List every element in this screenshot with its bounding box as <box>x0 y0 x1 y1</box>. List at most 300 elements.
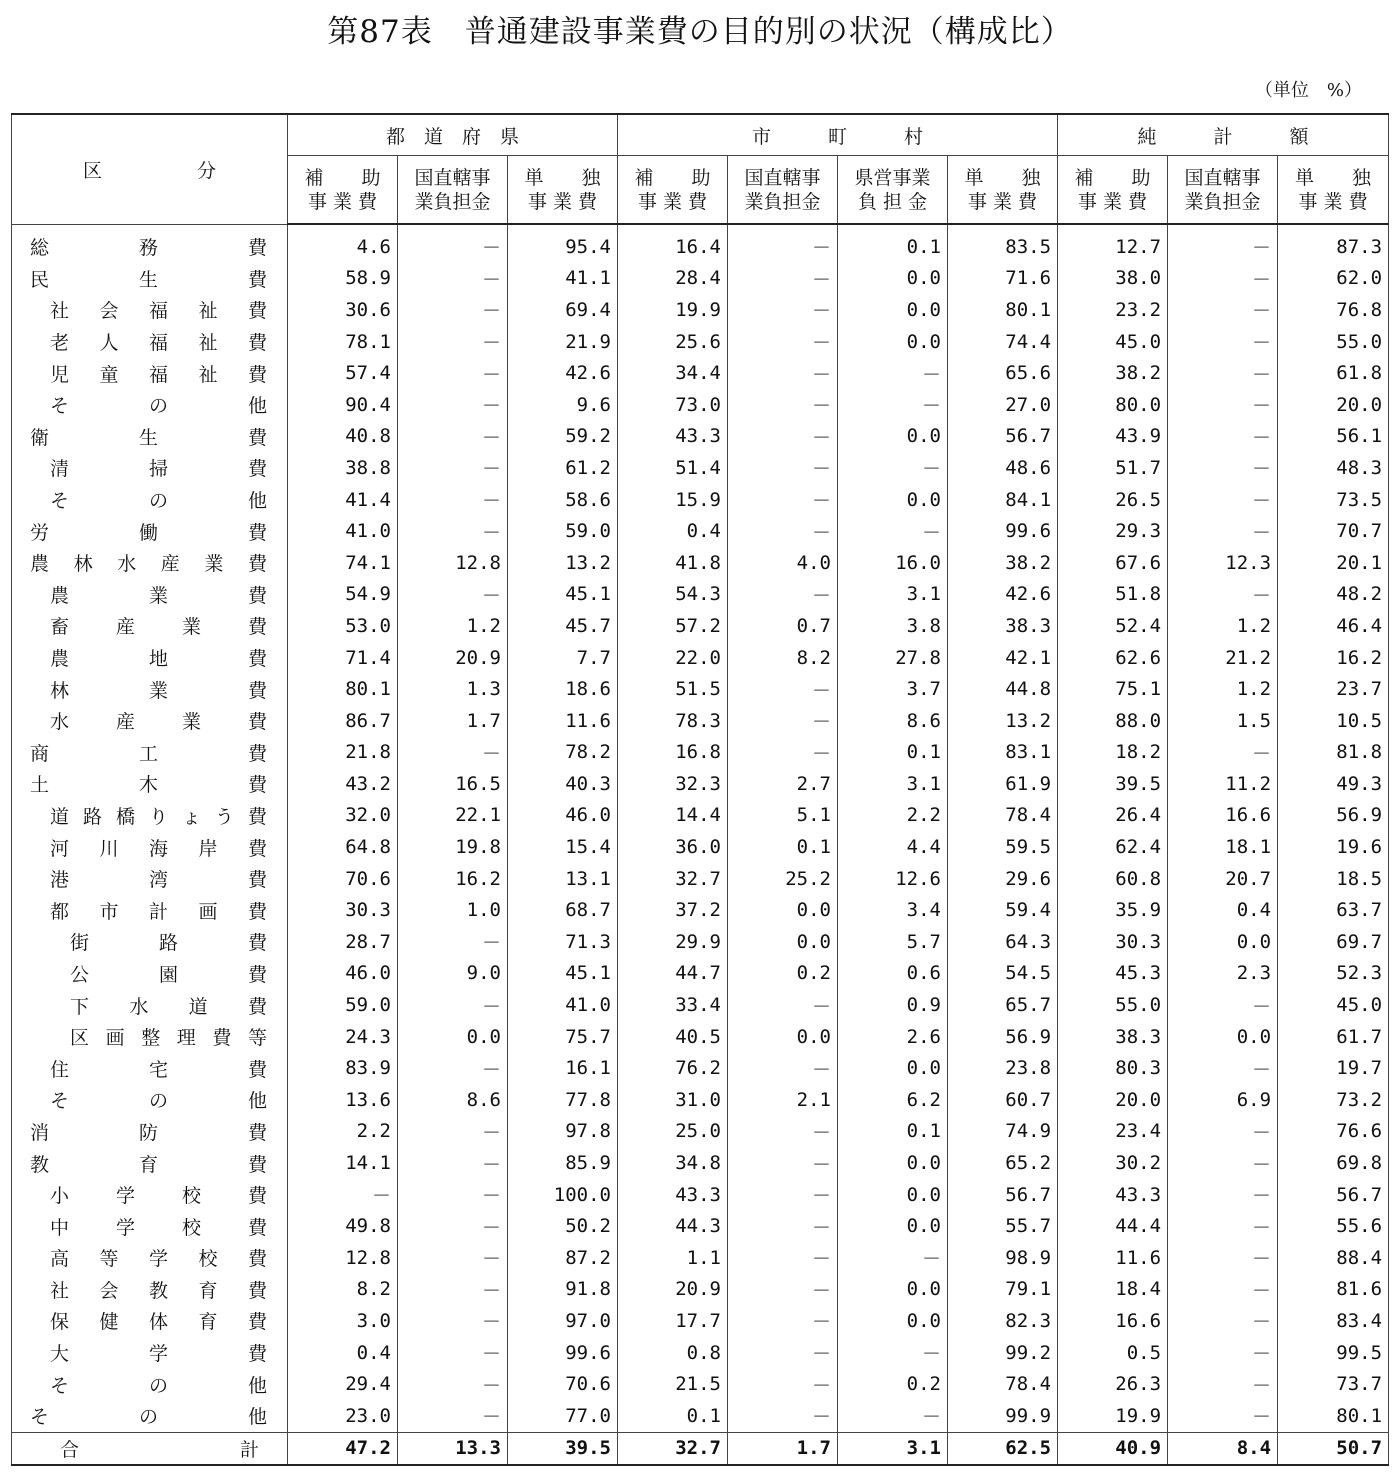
value-cell: 77.8 <box>508 1084 618 1116</box>
value-cell: 55.6 <box>1278 1210 1389 1242</box>
value-cell: 8.2 <box>728 642 838 674</box>
value-cell: 46.0 <box>508 800 618 832</box>
value-cell: 14.4 <box>618 800 728 832</box>
value-cell: － <box>728 1179 838 1211</box>
value-cell: 85.9 <box>508 1147 618 1179</box>
value-cell: 64.8 <box>288 831 398 863</box>
value-cell: － <box>728 452 838 484</box>
value-cell: 18.1 <box>1168 831 1278 863</box>
table-row <box>12 1274 1389 1306</box>
value-cell: 52.3 <box>1278 958 1389 990</box>
value-cell: 99.5 <box>1278 1337 1389 1369</box>
row-label: 小 学 校 費 <box>50 1185 267 1208</box>
value-cell: 38.3 <box>1058 1021 1168 1053</box>
value-cell: 83.9 <box>288 1052 398 1084</box>
value-cell: 0.5 <box>1058 1337 1168 1369</box>
value-cell: 43.3 <box>618 1179 728 1211</box>
value-cell: 20.7 <box>1168 863 1278 895</box>
value-cell: － <box>1168 1179 1278 1211</box>
table-row <box>12 1052 1389 1084</box>
table-row <box>12 673 1389 705</box>
value-cell: 18.2 <box>1058 737 1168 769</box>
value-cell: 1.7 <box>398 705 508 737</box>
value-cell: 3.1 <box>838 768 948 800</box>
value-cell: 45.0 <box>1278 989 1389 1021</box>
value-cell: 1.2 <box>1168 673 1278 705</box>
value-cell: 27.0 <box>948 389 1058 421</box>
value-cell: 26.5 <box>1058 484 1168 516</box>
value-cell: － <box>728 357 838 389</box>
value-cell: － <box>1168 1337 1278 1369</box>
value-cell: 0.0 <box>838 1274 948 1306</box>
value-cell: － <box>728 1305 838 1337</box>
table-row <box>12 389 1389 421</box>
value-cell: 24.3 <box>288 1021 398 1053</box>
value-cell: 0.6 <box>838 958 948 990</box>
value-cell: 40.5 <box>618 1021 728 1053</box>
value-cell: 73.0 <box>618 389 728 421</box>
value-cell: 50.7 <box>1278 1432 1389 1465</box>
value-cell: 63.7 <box>1278 894 1389 926</box>
table-row <box>12 610 1389 642</box>
value-cell: 61.2 <box>508 452 618 484</box>
value-cell: 59.0 <box>508 515 618 547</box>
value-cell: － <box>728 737 838 769</box>
row-label: 土 木 費 <box>30 774 267 797</box>
value-cell: 0.0 <box>838 1210 948 1242</box>
value-cell: － <box>728 989 838 1021</box>
value-cell: 13.2 <box>948 705 1058 737</box>
value-cell: 0.1 <box>838 1116 948 1148</box>
table-row <box>12 1084 1389 1116</box>
value-cell: 43.3 <box>618 421 728 453</box>
value-cell: － <box>728 1400 838 1432</box>
value-cell: 69.8 <box>1278 1147 1389 1179</box>
value-cell: 29.9 <box>618 926 728 958</box>
row-label: そ の 他 <box>30 1406 267 1429</box>
table-row <box>12 224 1389 263</box>
value-cell: 76.2 <box>618 1052 728 1084</box>
value-cell: 99.6 <box>508 1337 618 1369</box>
value-cell: 16.6 <box>1058 1305 1168 1337</box>
value-cell: 0.0 <box>1168 1021 1278 1053</box>
value-cell: 26.3 <box>1058 1368 1168 1400</box>
value-cell: － <box>398 1052 508 1084</box>
value-cell: 38.2 <box>1058 357 1168 389</box>
value-cell: 2.1 <box>728 1084 838 1116</box>
value-cell: 70.7 <box>1278 515 1389 547</box>
row-label: 教 育 費 <box>30 1153 267 1176</box>
value-cell: － <box>728 389 838 421</box>
value-cell: 50.2 <box>508 1210 618 1242</box>
value-cell: － <box>398 389 508 421</box>
value-cell: 35.9 <box>1058 894 1168 926</box>
value-cell: 64.3 <box>948 926 1058 958</box>
value-cell: － <box>398 1147 508 1179</box>
value-cell: － <box>398 579 508 611</box>
row-label: 林 業 費 <box>50 679 267 702</box>
col-header: 補 助 事 業 費 <box>288 156 398 225</box>
value-cell: 81.8 <box>1278 737 1389 769</box>
value-cell: 32.3 <box>618 768 728 800</box>
value-cell: 0.0 <box>728 894 838 926</box>
value-cell: 16.2 <box>398 863 508 895</box>
col-header: 国直轄事 業負担金 <box>398 156 508 225</box>
value-cell: 30.2 <box>1058 1147 1168 1179</box>
construction-cost-table <box>11 113 1389 1466</box>
row-label: 労 働 費 <box>30 521 267 544</box>
value-cell: － <box>728 224 838 263</box>
value-cell: 40.3 <box>508 768 618 800</box>
value-cell: － <box>398 452 508 484</box>
value-cell: 0.2 <box>838 1368 948 1400</box>
value-cell: 0.0 <box>838 1179 948 1211</box>
value-cell: 16.5 <box>398 768 508 800</box>
value-cell: 78.2 <box>508 737 618 769</box>
value-cell: 20.0 <box>1058 1084 1168 1116</box>
value-cell: 0.4 <box>288 1337 398 1369</box>
value-cell: 97.0 <box>508 1305 618 1337</box>
row-label: 水 産 業 費 <box>50 711 267 734</box>
row-label: 合 計 <box>12 1432 288 1465</box>
value-cell: 40.9 <box>1058 1432 1168 1465</box>
value-cell: － <box>398 1368 508 1400</box>
value-cell: 61.8 <box>1278 357 1389 389</box>
value-cell: 3.7 <box>838 673 948 705</box>
value-cell: 88.4 <box>1278 1242 1389 1274</box>
value-cell: 6.9 <box>1168 1084 1278 1116</box>
value-cell: 86.7 <box>288 705 398 737</box>
table-row <box>12 294 1389 326</box>
value-cell: 16.1 <box>508 1052 618 1084</box>
row-label: 清 掃 費 <box>50 458 267 481</box>
value-cell: 45.1 <box>508 579 618 611</box>
value-cell: － <box>1168 389 1278 421</box>
table-row <box>12 1210 1389 1242</box>
value-cell: 9.6 <box>508 389 618 421</box>
value-cell: － <box>728 1274 838 1306</box>
value-cell: 78.4 <box>948 800 1058 832</box>
value-cell: 44.4 <box>1058 1210 1168 1242</box>
row-label: 商 工 費 <box>30 742 267 765</box>
value-cell: 44.3 <box>618 1210 728 1242</box>
table-row <box>12 1368 1389 1400</box>
table-row <box>12 989 1389 1021</box>
value-cell: 46.4 <box>1278 610 1389 642</box>
value-cell: 13.3 <box>398 1432 508 1465</box>
value-cell: － <box>1168 579 1278 611</box>
row-label: 公 園 費 <box>70 963 267 986</box>
value-cell: 3.4 <box>838 894 948 926</box>
value-cell: 8.2 <box>288 1274 398 1306</box>
value-cell: － <box>1168 421 1278 453</box>
value-cell: － <box>728 673 838 705</box>
value-cell: 16.0 <box>838 547 948 579</box>
value-cell: 100.0 <box>508 1179 618 1211</box>
value-cell: 80.1 <box>1278 1400 1389 1432</box>
value-cell: 0.0 <box>838 484 948 516</box>
value-cell: 38.8 <box>288 452 398 484</box>
value-cell: － <box>1168 263 1278 295</box>
value-cell: － <box>398 263 508 295</box>
value-cell: － <box>1168 357 1278 389</box>
value-cell: 42.6 <box>508 357 618 389</box>
value-cell: 0.0 <box>838 1052 948 1084</box>
value-cell: 44.7 <box>618 958 728 990</box>
value-cell: 81.6 <box>1278 1274 1389 1306</box>
value-cell: 43.3 <box>1058 1179 1168 1211</box>
value-cell: 52.4 <box>1058 610 1168 642</box>
value-cell: 75.1 <box>1058 673 1168 705</box>
value-cell: 23.0 <box>288 1400 398 1432</box>
value-cell: 20.1 <box>1278 547 1389 579</box>
value-cell: 30.3 <box>288 894 398 926</box>
value-cell: 54.5 <box>948 958 1058 990</box>
value-cell: 51.7 <box>1058 452 1168 484</box>
value-cell: 3.1 <box>838 1432 948 1465</box>
value-cell: 82.3 <box>948 1305 1058 1337</box>
value-cell: 62.4 <box>1058 831 1168 863</box>
table-row <box>12 1147 1389 1179</box>
value-cell: 95.4 <box>508 224 618 263</box>
value-cell: 0.0 <box>838 421 948 453</box>
value-cell: － <box>1168 1116 1278 1148</box>
value-cell: － <box>838 1242 948 1274</box>
value-cell: 11.6 <box>508 705 618 737</box>
value-cell: 41.0 <box>508 989 618 1021</box>
value-cell: 2.2 <box>838 800 948 832</box>
value-cell: 90.4 <box>288 389 398 421</box>
value-cell: 19.9 <box>1058 1400 1168 1432</box>
value-cell: 12.7 <box>1058 224 1168 263</box>
value-cell: － <box>1168 1400 1278 1432</box>
value-cell: 30.3 <box>1058 926 1168 958</box>
value-cell: 32.7 <box>618 1432 728 1465</box>
value-cell: 0.2 <box>728 958 838 990</box>
value-cell: － <box>398 1179 508 1211</box>
value-cell: 41.0 <box>288 515 398 547</box>
value-cell: 1.1 <box>618 1242 728 1274</box>
value-cell: 8.4 <box>1168 1432 1278 1465</box>
value-cell: － <box>1168 1052 1278 1084</box>
value-cell: 17.7 <box>618 1305 728 1337</box>
row-label: 農 林 水 産 業 費 <box>30 553 267 576</box>
value-cell: 69.7 <box>1278 926 1389 958</box>
value-cell: 0.1 <box>618 1400 728 1432</box>
value-cell: 16.2 <box>1278 642 1389 674</box>
value-cell: 16.6 <box>1168 800 1278 832</box>
table-row <box>12 642 1389 674</box>
value-cell: 59.2 <box>508 421 618 453</box>
value-cell: 22.0 <box>618 642 728 674</box>
value-cell: 71.4 <box>288 642 398 674</box>
value-cell: 37.2 <box>618 894 728 926</box>
value-cell: 0.1 <box>838 224 948 263</box>
table-row <box>12 263 1389 295</box>
value-cell: 45.1 <box>508 958 618 990</box>
value-cell: 41.4 <box>288 484 398 516</box>
value-cell: － <box>728 1052 838 1084</box>
value-cell: 15.4 <box>508 831 618 863</box>
value-cell: 0.9 <box>838 989 948 1021</box>
value-cell: 4.6 <box>288 224 398 263</box>
value-cell: 31.0 <box>618 1084 728 1116</box>
value-cell: 8.6 <box>398 1084 508 1116</box>
value-cell: 73.5 <box>1278 484 1389 516</box>
value-cell: 83.4 <box>1278 1305 1389 1337</box>
value-cell: － <box>398 1116 508 1148</box>
value-cell: 51.4 <box>618 452 728 484</box>
row-label: 農 地 費 <box>50 648 267 671</box>
kubun-header: 区 分 <box>12 114 288 224</box>
value-cell: 49.3 <box>1278 768 1389 800</box>
row-label: そ の 他 <box>50 395 267 418</box>
table-row <box>12 831 1389 863</box>
value-cell: 38.2 <box>948 547 1058 579</box>
value-cell: 57.4 <box>288 357 398 389</box>
value-cell: 0.4 <box>618 515 728 547</box>
value-cell: 56.7 <box>948 421 1058 453</box>
table-row <box>12 768 1389 800</box>
table-row <box>12 1242 1389 1274</box>
value-cell: 1.7 <box>728 1432 838 1465</box>
value-cell: 1.5 <box>1168 705 1278 737</box>
col-header: 国直轄事 業負担金 <box>728 156 838 225</box>
col-header: 県営事業 負 担 金 <box>838 156 948 225</box>
value-cell: 78.4 <box>948 1368 1058 1400</box>
value-cell: 59.4 <box>948 894 1058 926</box>
value-cell: 38.3 <box>948 610 1058 642</box>
row-label: 社 会 教 育 費 <box>50 1279 267 1302</box>
value-cell: 60.8 <box>1058 863 1168 895</box>
value-cell: 21.8 <box>288 737 398 769</box>
value-cell: 7.7 <box>508 642 618 674</box>
value-cell: － <box>398 484 508 516</box>
table-row <box>12 515 1389 547</box>
table-row <box>12 1305 1389 1337</box>
value-cell: 58.6 <box>508 484 618 516</box>
value-cell: 20.0 <box>1278 389 1389 421</box>
value-cell: 56.9 <box>1278 800 1389 832</box>
value-cell: 0.0 <box>728 926 838 958</box>
value-cell: － <box>1168 326 1278 358</box>
value-cell: 54.9 <box>288 579 398 611</box>
value-cell: － <box>1168 294 1278 326</box>
value-cell: 57.2 <box>618 610 728 642</box>
value-cell: 59.0 <box>288 989 398 1021</box>
value-cell: 5.7 <box>838 926 948 958</box>
table-row <box>12 357 1389 389</box>
col-header: 補 助 事 業 費 <box>618 156 728 225</box>
value-cell: － <box>1168 1242 1278 1274</box>
value-cell: 29.6 <box>948 863 1058 895</box>
value-cell: 34.8 <box>618 1147 728 1179</box>
value-cell: 25.0 <box>618 1116 728 1148</box>
page-title: 第87表 普通建設事業費の目的別の状況（構成比） <box>327 14 1073 50</box>
table-row <box>12 958 1389 990</box>
total-row <box>12 1432 1389 1465</box>
table-row <box>12 800 1389 832</box>
value-cell: 23.2 <box>1058 294 1168 326</box>
col-header: 単 独 事 業 費 <box>948 156 1058 225</box>
value-cell: 99.6 <box>948 515 1058 547</box>
value-cell: 80.0 <box>1058 389 1168 421</box>
table-row <box>12 421 1389 453</box>
value-cell: 0.1 <box>728 831 838 863</box>
value-cell: 2.3 <box>1168 958 1278 990</box>
table-row <box>12 452 1389 484</box>
value-cell: 87.2 <box>508 1242 618 1274</box>
value-cell: 15.9 <box>618 484 728 516</box>
row-label: そ の 他 <box>50 1090 267 1113</box>
value-cell: 0.0 <box>838 1305 948 1337</box>
value-cell: 0.0 <box>1168 926 1278 958</box>
value-cell: 60.7 <box>948 1084 1058 1116</box>
value-cell: 84.1 <box>948 484 1058 516</box>
value-cell: － <box>838 389 948 421</box>
row-label: 下 水 道 費 <box>70 995 267 1018</box>
row-label: 老 人 福 祉 費 <box>50 332 267 355</box>
value-cell: 83.5 <box>948 224 1058 263</box>
value-cell: 61.9 <box>948 768 1058 800</box>
row-label: 社 会 福 祉 費 <box>50 300 267 323</box>
value-cell: 67.6 <box>1058 547 1168 579</box>
value-cell: 4.4 <box>838 831 948 863</box>
table-row <box>12 1116 1389 1148</box>
value-cell: 6.2 <box>838 1084 948 1116</box>
value-cell: 65.2 <box>948 1147 1058 1179</box>
row-label: 農 業 費 <box>50 584 267 607</box>
row-label: 中 学 校 費 <box>50 1216 267 1239</box>
value-cell: 56.7 <box>1278 1179 1389 1211</box>
row-label: 総 務 費 <box>30 237 267 260</box>
value-cell: － <box>728 484 838 516</box>
value-cell: 0.1 <box>838 737 948 769</box>
value-cell: － <box>728 1210 838 1242</box>
value-cell: 29.3 <box>1058 515 1168 547</box>
value-cell: 36.0 <box>618 831 728 863</box>
value-cell: － <box>398 737 508 769</box>
table-row <box>12 1400 1389 1432</box>
value-cell: － <box>1168 1368 1278 1400</box>
value-cell: 12.3 <box>1168 547 1278 579</box>
value-cell: 71.6 <box>948 263 1058 295</box>
value-cell: 71.3 <box>508 926 618 958</box>
value-cell: 45.7 <box>508 610 618 642</box>
row-label: 民 生 費 <box>30 268 267 291</box>
value-cell: － <box>1168 1305 1278 1337</box>
row-label: 衛 生 費 <box>30 426 267 449</box>
col-header: 単 独 事 業 費 <box>508 156 618 225</box>
value-cell: 77.0 <box>508 1400 618 1432</box>
value-cell: 0.8 <box>618 1337 728 1369</box>
value-cell: － <box>1168 515 1278 547</box>
value-cell: 59.5 <box>948 831 1058 863</box>
value-cell: 45.0 <box>1058 326 1168 358</box>
value-cell: 16.4 <box>618 224 728 263</box>
value-cell: 0.7 <box>728 610 838 642</box>
value-cell: 28.7 <box>288 926 398 958</box>
value-cell: 1.2 <box>398 610 508 642</box>
value-cell: 91.8 <box>508 1274 618 1306</box>
row-label: 大 学 費 <box>50 1343 267 1366</box>
value-cell: 98.9 <box>948 1242 1058 1274</box>
value-cell: 0.4 <box>1168 894 1278 926</box>
value-cell: 42.1 <box>948 642 1058 674</box>
value-cell: － <box>398 224 508 263</box>
value-cell: 1.3 <box>398 673 508 705</box>
value-cell: 78.3 <box>618 705 728 737</box>
